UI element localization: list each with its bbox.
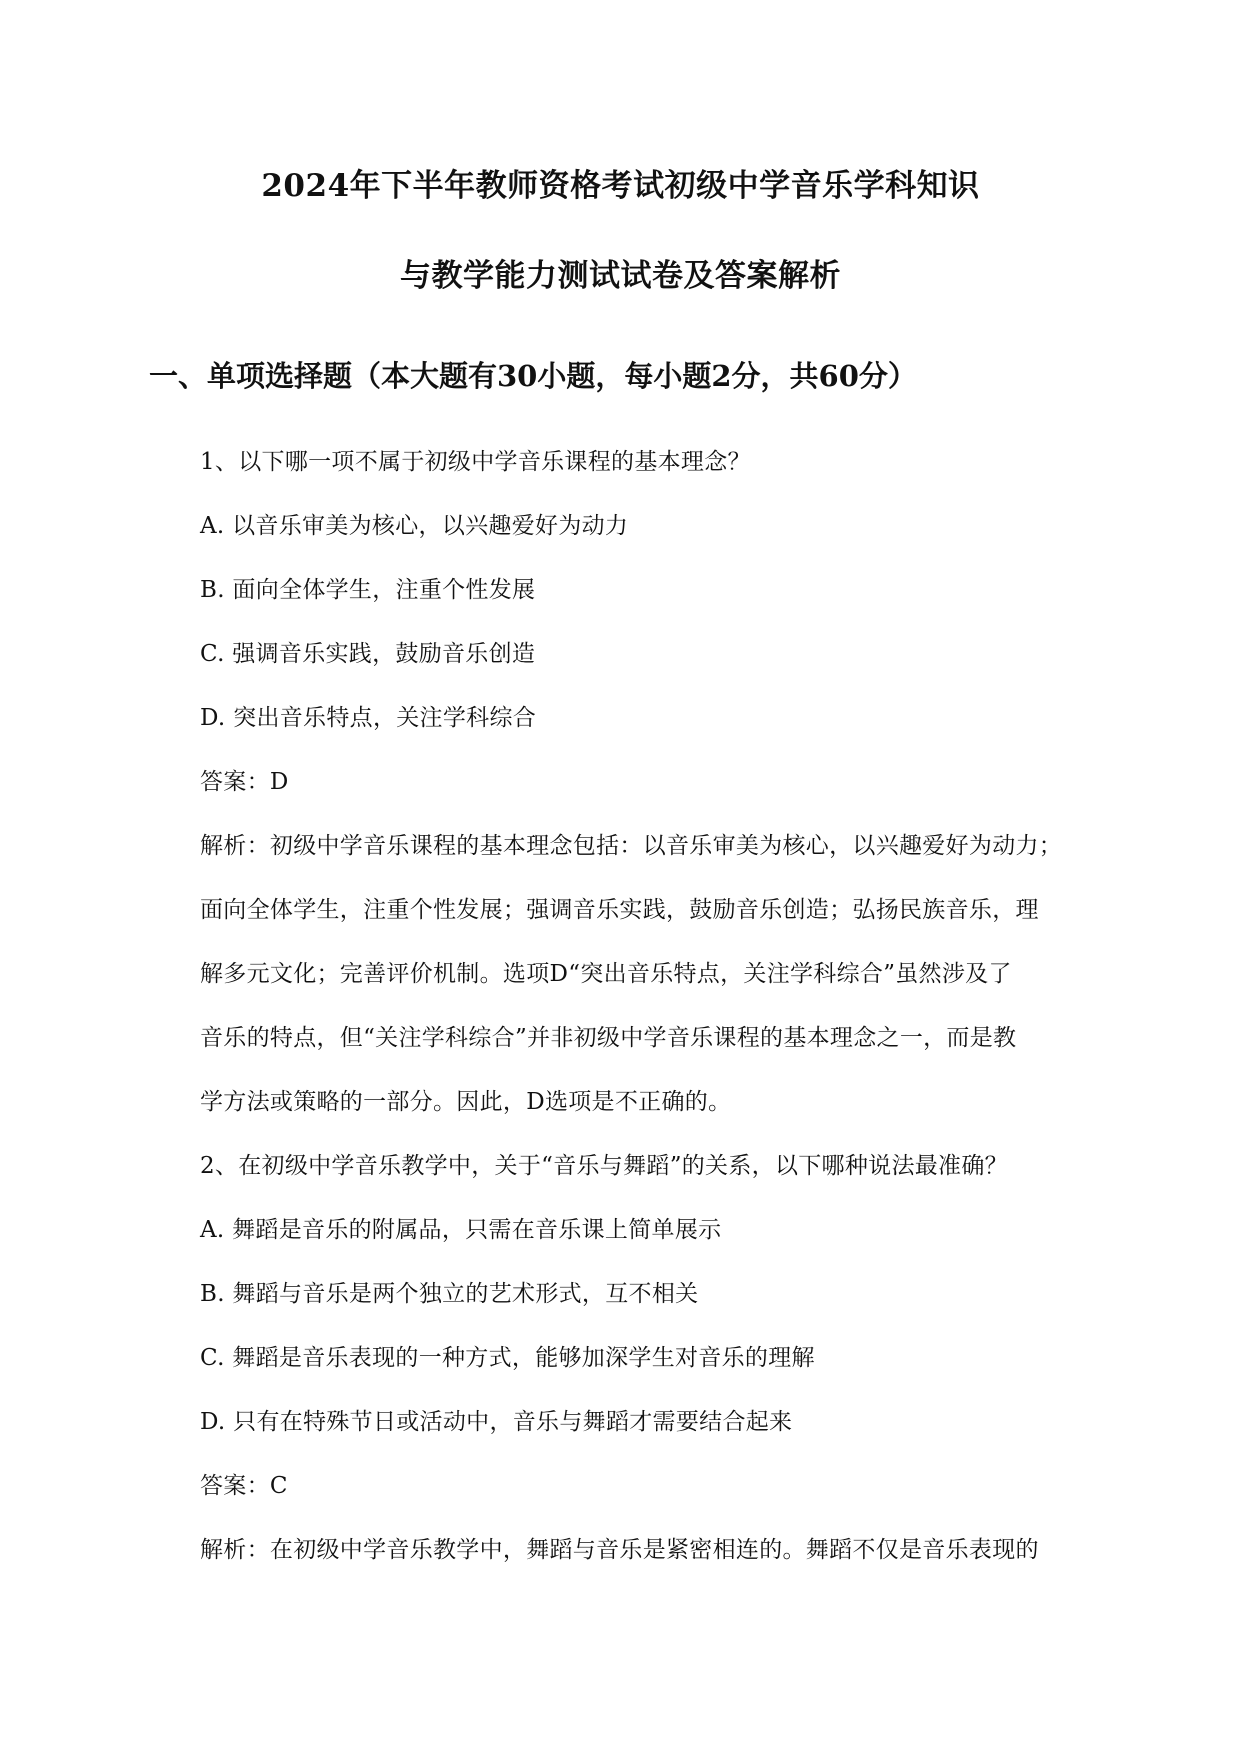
question-1-analysis-line: 解多元文化；完善评价机制。选项D“突出音乐特点，关注学科综合”虽然涉及了: [200, 961, 1012, 987]
question-2-option-c: C. 舞蹈是音乐表现的一种方式，能够加深学生对音乐的理解: [200, 1345, 815, 1371]
question-2-option-b: B. 舞蹈与音乐是两个独立的艺术形式，互不相关: [200, 1281, 699, 1307]
question-1-analysis-line: 学方法或策略的一部分。因此，D选项是不正确的。: [200, 1089, 732, 1115]
section-heading: 一、单项选择题（本大题有30小题，每小题2分，共60分）: [149, 359, 917, 393]
title-line-2: 与教学能力测试试卷及答案解析: [400, 258, 841, 294]
question-1-analysis-line: 解析：初级中学音乐课程的基本理念包括：以音乐审美为核心，以兴趣爱好为动力；: [200, 833, 1063, 859]
question-1-analysis-line: 音乐的特点，但“关注学科综合”并非初级中学音乐课程的基本理念之一，而是教: [200, 1025, 1017, 1051]
question-2-analysis-line: 解析：在初级中学音乐教学中，舞蹈与音乐是紧密相连的。舞蹈不仅是音乐表现的: [200, 1537, 1039, 1563]
question-1-option-c: C. 强调音乐实践，鼓励音乐创造: [200, 641, 536, 667]
question-2-option-d: D. 只有在特殊节日或活动中，音乐与舞蹈才需要结合起来: [200, 1409, 793, 1435]
question-1-option-d: D. 突出音乐特点，关注学科综合: [200, 705, 537, 731]
question-2-answer: 答案：C: [200, 1473, 288, 1499]
question-1-answer: 答案：D: [200, 769, 289, 795]
question-1-option-a: A. 以音乐审美为核心，以兴趣爱好为动力: [200, 513, 629, 539]
question-2-stem: 2、在初级中学音乐教学中，关于“音乐与舞蹈”的关系，以下哪种说法最准确？: [200, 1153, 1008, 1179]
question-1-analysis-line: 面向全体学生，注重个性发展；强调音乐实践，鼓励音乐创造；弘扬民族音乐，理: [200, 897, 1039, 923]
question-1-option-b: B. 面向全体学生，注重个性发展: [200, 577, 536, 603]
question-2-option-a: A. 舞蹈是音乐的附属品，只需在音乐课上简单展示: [200, 1217, 722, 1243]
title-line-1: 2024年下半年教师资格考试初级中学音乐学科知识: [261, 168, 980, 204]
question-1-stem: 1、以下哪一项不属于初级中学音乐课程的基本理念？: [200, 449, 751, 475]
